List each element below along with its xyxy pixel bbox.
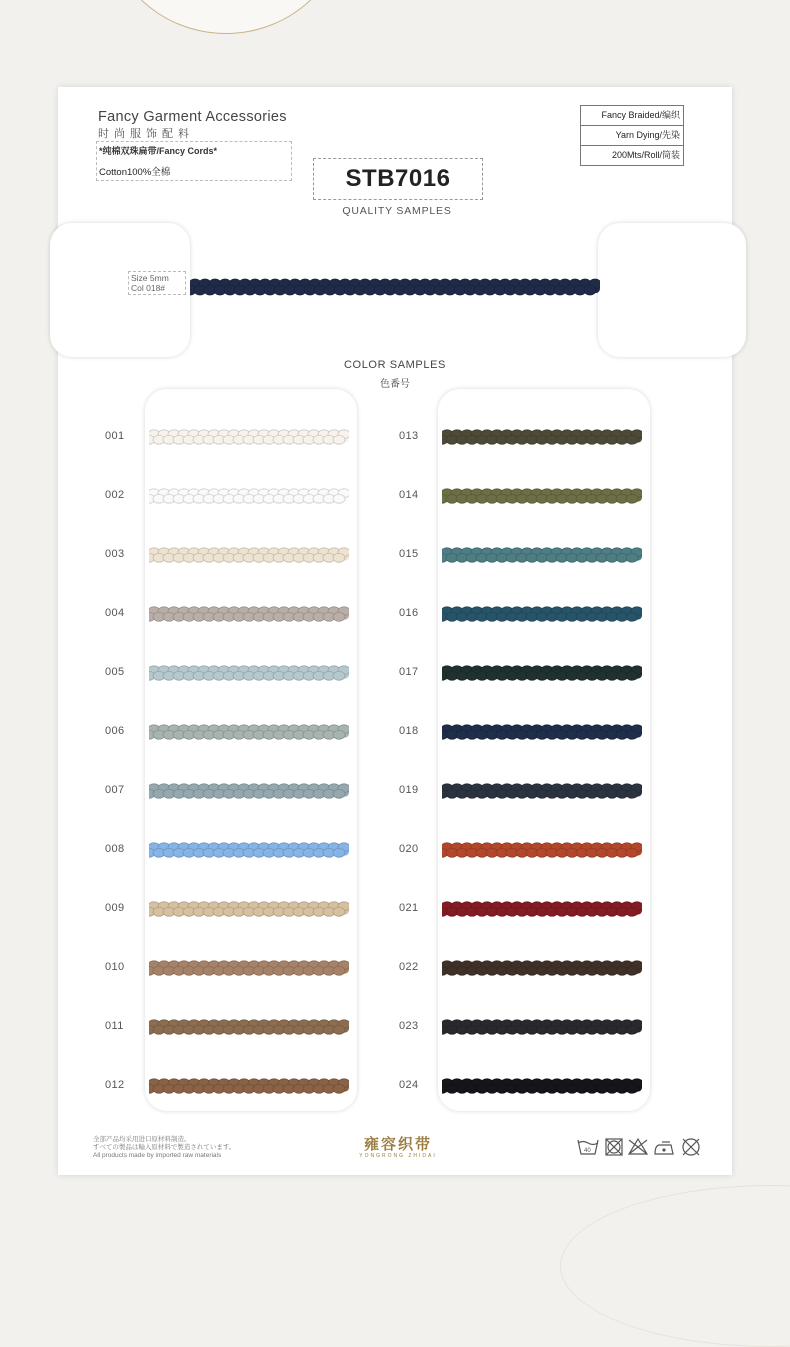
color-sample-017 — [442, 663, 642, 683]
color-code-003: 003 — [105, 548, 125, 560]
iron-low-icon — [655, 1142, 673, 1154]
brand-logo: 雍容织带 — [363, 1135, 432, 1153]
color-code-017: 017 — [399, 666, 419, 678]
size-label — [128, 271, 186, 295]
color-sample-021 — [442, 899, 642, 919]
color-code-013: 013 — [399, 430, 419, 442]
brand-title: Fancy Garment Accessories — [98, 109, 287, 125]
svg-text:40: 40 — [584, 1148, 591, 1154]
color-code-015: 015 — [399, 548, 419, 560]
color-sample-024 — [442, 1076, 642, 1096]
color-code-008: 008 — [105, 843, 125, 855]
color-code-019: 019 — [399, 784, 419, 796]
spec-composition: Cotton100%全棉 — [99, 167, 171, 178]
color-code-014: 014 — [399, 489, 419, 501]
care-icons — [577, 1136, 707, 1158]
color-code-018: 018 — [399, 725, 419, 737]
color-window-left — [145, 389, 357, 1111]
color-code-012: 012 — [105, 1079, 125, 1091]
info-dyeing: Yarn Dying/先染 — [581, 126, 683, 146]
wash-40-icon — [578, 1140, 598, 1154]
color-samples-title: COLOR SAMPLES — [344, 359, 446, 371]
col-text: Col 018# — [131, 283, 166, 293]
no-dry-clean-icon — [683, 1139, 699, 1155]
color-sample-008 — [149, 840, 349, 860]
decorative-circle-top — [105, 0, 347, 34]
no-bleach-icon — [629, 1139, 647, 1154]
color-sample-011 — [149, 1017, 349, 1037]
color-code-021: 021 — [399, 902, 419, 914]
size-text: Size 5mm — [131, 273, 169, 283]
color-sample-014 — [442, 486, 642, 506]
color-code-007: 007 — [105, 784, 125, 796]
color-sample-013 — [442, 427, 642, 447]
color-code-005: 005 — [105, 666, 125, 678]
color-sample-012 — [149, 1076, 349, 1096]
decorative-circle-bottom — [560, 1185, 790, 1347]
color-code-023: 023 — [399, 1020, 419, 1032]
color-code-002: 002 — [105, 489, 125, 501]
color-sample-006 — [149, 722, 349, 742]
color-sample-003 — [149, 545, 349, 565]
color-sample-018 — [442, 722, 642, 742]
color-window-right — [438, 389, 650, 1111]
color-code-022: 022 — [399, 961, 419, 973]
color-sample-004 — [149, 604, 349, 624]
product-code: STB7016 — [313, 158, 483, 200]
quality-window-right — [598, 223, 746, 357]
color-sample-022 — [442, 958, 642, 978]
color-code-011: 011 — [105, 1020, 124, 1032]
spec-box — [96, 141, 292, 181]
footer-note — [93, 1136, 235, 1160]
sample-card — [58, 87, 732, 1175]
info-table — [580, 105, 684, 166]
spec-material: *纯棉双珠扁带/Fancy Cords* — [99, 146, 218, 156]
color-code-010: 010 — [105, 961, 125, 973]
color-samples-subtitle: 色番号 — [380, 379, 410, 390]
color-sample-016 — [442, 604, 642, 624]
no-tumble-dry-icon — [606, 1139, 622, 1155]
color-code-009: 009 — [105, 902, 125, 914]
color-code-016: 016 — [399, 607, 419, 619]
footer-note-en: All products made by imported raw materials — [93, 1152, 222, 1159]
color-sample-002 — [149, 486, 349, 506]
color-code-020: 020 — [399, 843, 419, 855]
color-sample-005 — [149, 663, 349, 683]
color-sample-019 — [442, 781, 642, 801]
color-sample-023 — [442, 1017, 642, 1037]
quality-samples-label: QUALITY SAMPLES — [342, 205, 452, 217]
info-roll: 200Mts/Roll/筒装 — [611, 150, 680, 160]
color-sample-001 — [149, 427, 349, 447]
footer-note-jp: すべての製品は輸入原材料で製造されています。 — [93, 1144, 236, 1151]
color-sample-010 — [149, 958, 349, 978]
color-code-004: 004 — [105, 607, 125, 619]
brand-subtitle: 时尚服饰配料 — [98, 128, 194, 140]
color-code-001: 001 — [105, 430, 125, 442]
color-sample-007 — [149, 781, 349, 801]
quality-sample-cord — [190, 276, 600, 298]
color-sample-020 — [442, 840, 642, 860]
color-code-024: 024 — [399, 1079, 419, 1091]
info-braided: Fancy Braided/编织 — [581, 106, 683, 126]
color-code-006: 006 — [105, 725, 125, 737]
color-sample-015 — [442, 545, 642, 565]
brand-logo-sub: YONGRONG ZHIDAI — [359, 1153, 437, 1159]
footer-note-cn: 全部产品均采用进口原材料制造。 — [93, 1136, 191, 1143]
color-sample-009 — [149, 899, 349, 919]
